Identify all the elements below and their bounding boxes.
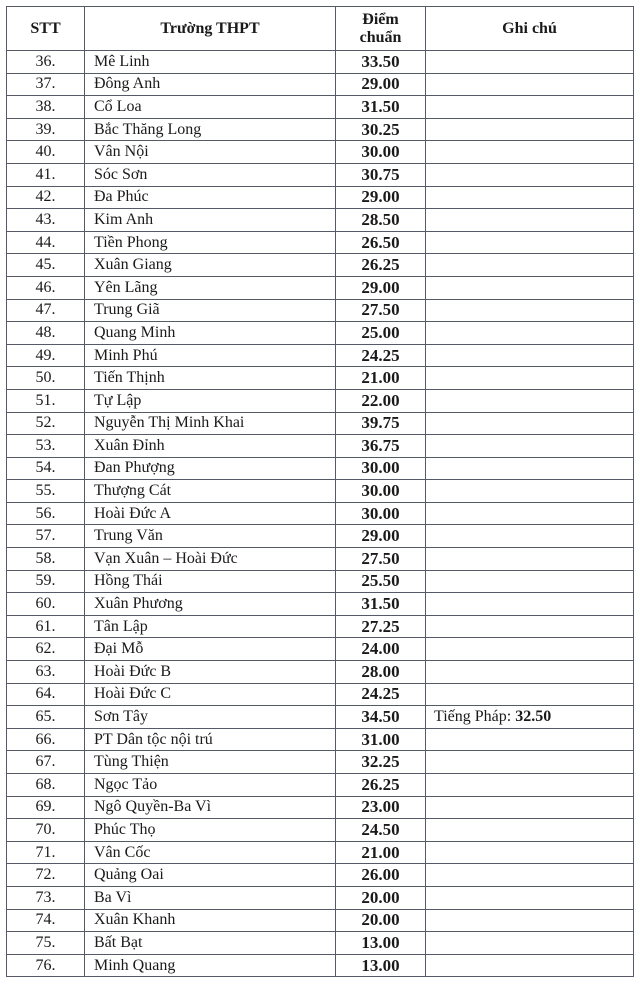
row-stt: 55. — [7, 480, 85, 503]
row-school-name: Quang Minh — [85, 322, 336, 345]
row-note — [426, 118, 634, 141]
table-row — [7, 796, 634, 819]
row-note — [426, 299, 634, 322]
table-row — [7, 51, 634, 74]
row-score: 39.75 — [336, 412, 426, 435]
row-note — [426, 457, 634, 480]
row-school-name: Thượng Cát — [85, 480, 336, 503]
row-score: 20.00 — [336, 909, 426, 932]
row-score: 29.00 — [336, 276, 426, 299]
row-stt: 49. — [7, 344, 85, 367]
row-stt: 74. — [7, 909, 85, 932]
table-row — [7, 661, 634, 684]
row-stt: 56. — [7, 502, 85, 525]
row-score: 29.00 — [336, 73, 426, 96]
row-school-name: Xuân Phương — [85, 593, 336, 616]
row-note — [426, 638, 634, 661]
row-school-name: Kim Anh — [85, 209, 336, 232]
row-note — [426, 954, 634, 977]
table-row — [7, 525, 634, 548]
row-score: 13.00 — [336, 932, 426, 955]
row-stt: 38. — [7, 96, 85, 119]
table-row — [7, 502, 634, 525]
table-row — [7, 886, 634, 909]
row-school-name: Xuân Giang — [85, 254, 336, 277]
row-stt: 69. — [7, 796, 85, 819]
row-score: 30.25 — [336, 118, 426, 141]
row-note — [426, 864, 634, 887]
row-note — [426, 276, 634, 299]
row-score: 22.00 — [336, 389, 426, 412]
row-score: 27.50 — [336, 548, 426, 571]
table-row — [7, 73, 634, 96]
row-school-name: Xuân Đỉnh — [85, 435, 336, 458]
table-row — [7, 367, 634, 390]
note-label: Tiếng Pháp: — [434, 708, 516, 726]
row-note — [426, 525, 634, 548]
row-stt: 53. — [7, 435, 85, 458]
row-score: 24.00 — [336, 638, 426, 661]
row-stt: 71. — [7, 841, 85, 864]
row-score: 25.00 — [336, 322, 426, 345]
row-score: 30.00 — [336, 480, 426, 503]
row-note — [426, 728, 634, 751]
table-row — [7, 118, 634, 141]
row-score: 27.50 — [336, 299, 426, 322]
note-value: 32.50 — [515, 708, 552, 726]
row-school-name: PT Dân tộc nội trú — [85, 728, 336, 751]
row-score: 31.00 — [336, 728, 426, 751]
row-score: 30.00 — [336, 457, 426, 480]
row-stt: 46. — [7, 276, 85, 299]
row-note — [426, 51, 634, 74]
row-school-name: Hoài Đức C — [85, 683, 336, 706]
row-note — [426, 570, 634, 593]
row-note — [426, 163, 634, 186]
header-school: Trường THPT — [85, 7, 336, 51]
row-note — [426, 796, 634, 819]
table-row — [7, 774, 634, 797]
row-score: 34.50 — [336, 706, 426, 729]
row-school-name: Minh Phú — [85, 344, 336, 367]
row-score: 26.50 — [336, 231, 426, 254]
row-stt: 70. — [7, 819, 85, 842]
row-note — [426, 548, 634, 571]
table-row — [7, 96, 634, 119]
row-school-name: Hoài Đức A — [85, 502, 336, 525]
row-score: 26.00 — [336, 864, 426, 887]
row-note — [426, 683, 634, 706]
table-row — [7, 638, 634, 661]
row-school-name: Mê Linh — [85, 51, 336, 74]
row-stt: 63. — [7, 661, 85, 684]
row-note — [426, 231, 634, 254]
row-note — [426, 774, 634, 797]
row-school-name: Cổ Loa — [85, 96, 336, 119]
row-score: 29.00 — [336, 525, 426, 548]
row-note — [426, 593, 634, 616]
row-school-name: Đông Anh — [85, 73, 336, 96]
table-row — [7, 186, 634, 209]
row-note — [426, 254, 634, 277]
row-school-name: Trung Văn — [85, 525, 336, 548]
row-school-name: Đại Mỗ — [85, 638, 336, 661]
row-school-name: Vân Cốc — [85, 841, 336, 864]
row-stt: 75. — [7, 932, 85, 955]
row-stt: 43. — [7, 209, 85, 232]
row-stt: 57. — [7, 525, 85, 548]
row-score: 33.50 — [336, 51, 426, 74]
table-row — [7, 683, 634, 706]
table-row — [7, 954, 634, 977]
row-score: 31.50 — [336, 593, 426, 616]
row-note — [426, 615, 634, 638]
row-school-name: Minh Quang — [85, 954, 336, 977]
row-note — [426, 389, 634, 412]
row-school-name: Bắc Thăng Long — [85, 118, 336, 141]
row-score: 13.00 — [336, 954, 426, 977]
row-school-name: Đan Phượng — [85, 457, 336, 480]
table-row — [7, 231, 634, 254]
row-school-name: Sơn Tây — [85, 706, 336, 729]
row-note — [426, 886, 634, 909]
row-note — [426, 751, 634, 774]
row-note — [426, 435, 634, 458]
row-note — [426, 502, 634, 525]
table-row — [7, 751, 634, 774]
row-school-name: Ngô Quyền-Ba Vì — [85, 796, 336, 819]
row-note — [426, 209, 634, 232]
header-score: Điểm chuẩn — [336, 7, 426, 51]
admission-scores-table — [6, 6, 634, 977]
table-row — [7, 141, 634, 164]
row-score: 32.25 — [336, 751, 426, 774]
table-row — [7, 254, 634, 277]
row-score: 25.50 — [336, 570, 426, 593]
row-score: 30.00 — [336, 141, 426, 164]
row-score: 24.25 — [336, 683, 426, 706]
row-stt: 72. — [7, 864, 85, 887]
row-stt: 40. — [7, 141, 85, 164]
row-score: 23.00 — [336, 796, 426, 819]
row-note — [426, 480, 634, 503]
row-score: 24.50 — [336, 819, 426, 842]
row-score: 21.00 — [336, 841, 426, 864]
row-school-name: Trung Giã — [85, 299, 336, 322]
row-school-name: Đa Phúc — [85, 186, 336, 209]
table-row — [7, 909, 634, 932]
row-stt: 66. — [7, 728, 85, 751]
row-score: 30.75 — [336, 163, 426, 186]
table-row — [7, 593, 634, 616]
row-school-name: Ngọc Tảo — [85, 774, 336, 797]
row-stt: 48. — [7, 322, 85, 345]
row-note — [426, 932, 634, 955]
row-school-name: Hồng Thái — [85, 570, 336, 593]
row-stt: 52. — [7, 412, 85, 435]
row-school-name: Hoài Đức B — [85, 661, 336, 684]
row-school-name: Quảng Oai — [85, 864, 336, 887]
row-note — [426, 841, 634, 864]
row-stt: 59. — [7, 570, 85, 593]
row-score: 36.75 — [336, 435, 426, 458]
row-school-name: Tự Lập — [85, 389, 336, 412]
row-school-name: Vạn Xuân – Hoài Đức — [85, 548, 336, 571]
row-school-name: Bất Bạt — [85, 932, 336, 955]
row-school-name: Tùng Thiện — [85, 751, 336, 774]
table-row — [7, 480, 634, 503]
row-school-name: Xuân Khanh — [85, 909, 336, 932]
row-stt: 60. — [7, 593, 85, 616]
row-stt: 54. — [7, 457, 85, 480]
row-stt: 50. — [7, 367, 85, 390]
table-row — [7, 322, 634, 345]
table-body — [7, 51, 634, 977]
row-stt: 41. — [7, 163, 85, 186]
row-stt: 65. — [7, 706, 85, 729]
table-row — [7, 932, 634, 955]
row-school-name: Yên Lãng — [85, 276, 336, 299]
table-row — [7, 841, 634, 864]
table-row — [7, 344, 634, 367]
row-score: 20.00 — [336, 886, 426, 909]
row-stt: 73. — [7, 886, 85, 909]
row-stt: 37. — [7, 73, 85, 96]
row-score: 28.50 — [336, 209, 426, 232]
row-school-name: Tiến Thịnh — [85, 367, 336, 390]
row-score: 28.00 — [336, 661, 426, 684]
row-stt: 67. — [7, 751, 85, 774]
header-note: Ghi chú — [426, 7, 634, 51]
table-row — [7, 728, 634, 751]
row-school-name: Phúc Thọ — [85, 819, 336, 842]
row-school-name: Ba Vì — [85, 886, 336, 909]
row-stt: 36. — [7, 51, 85, 74]
table-row — [7, 457, 634, 480]
row-score: 21.00 — [336, 367, 426, 390]
row-note — [426, 141, 634, 164]
row-school-name: Nguyễn Thị Minh Khai — [85, 412, 336, 435]
row-stt: 45. — [7, 254, 85, 277]
table-row — [7, 548, 634, 571]
row-stt: 51. — [7, 389, 85, 412]
row-school-name: Tân Lập — [85, 615, 336, 638]
row-stt: 47. — [7, 299, 85, 322]
row-school-name: Tiền Phong — [85, 231, 336, 254]
table-row — [7, 163, 634, 186]
row-stt: 58. — [7, 548, 85, 571]
table-row — [7, 615, 634, 638]
row-school-name: Vân Nội — [85, 141, 336, 164]
row-stt: 76. — [7, 954, 85, 977]
row-note — [426, 909, 634, 932]
row-stt: 44. — [7, 231, 85, 254]
table-header — [7, 7, 634, 51]
row-note — [426, 661, 634, 684]
row-score: 29.00 — [336, 186, 426, 209]
row-score: 26.25 — [336, 774, 426, 797]
table-row — [7, 819, 634, 842]
table-row — [7, 570, 634, 593]
row-score: 24.25 — [336, 344, 426, 367]
row-note — [426, 344, 634, 367]
row-note — [426, 412, 634, 435]
row-stt: 62. — [7, 638, 85, 661]
table-row — [7, 412, 634, 435]
row-note — [426, 819, 634, 842]
row-note — [426, 322, 634, 345]
row-note — [426, 186, 634, 209]
row-score: 26.25 — [336, 254, 426, 277]
table-row — [7, 389, 634, 412]
row-stt: 68. — [7, 774, 85, 797]
row-score: 30.00 — [336, 502, 426, 525]
table-row — [7, 299, 634, 322]
table-row — [7, 864, 634, 887]
row-school-name: Sóc Sơn — [85, 163, 336, 186]
row-stt: 64. — [7, 683, 85, 706]
table-row — [7, 276, 634, 299]
row-note — [426, 367, 634, 390]
table-row — [7, 435, 634, 458]
row-note — [426, 73, 634, 96]
row-stt: 61. — [7, 615, 85, 638]
row-score: 31.50 — [336, 96, 426, 119]
table-row — [7, 209, 634, 232]
header-stt: STT — [7, 7, 85, 51]
row-score: 27.25 — [336, 615, 426, 638]
row-stt: 42. — [7, 186, 85, 209]
row-note — [426, 706, 634, 729]
row-stt: 39. — [7, 118, 85, 141]
table-row — [7, 706, 634, 729]
row-note — [426, 96, 634, 119]
